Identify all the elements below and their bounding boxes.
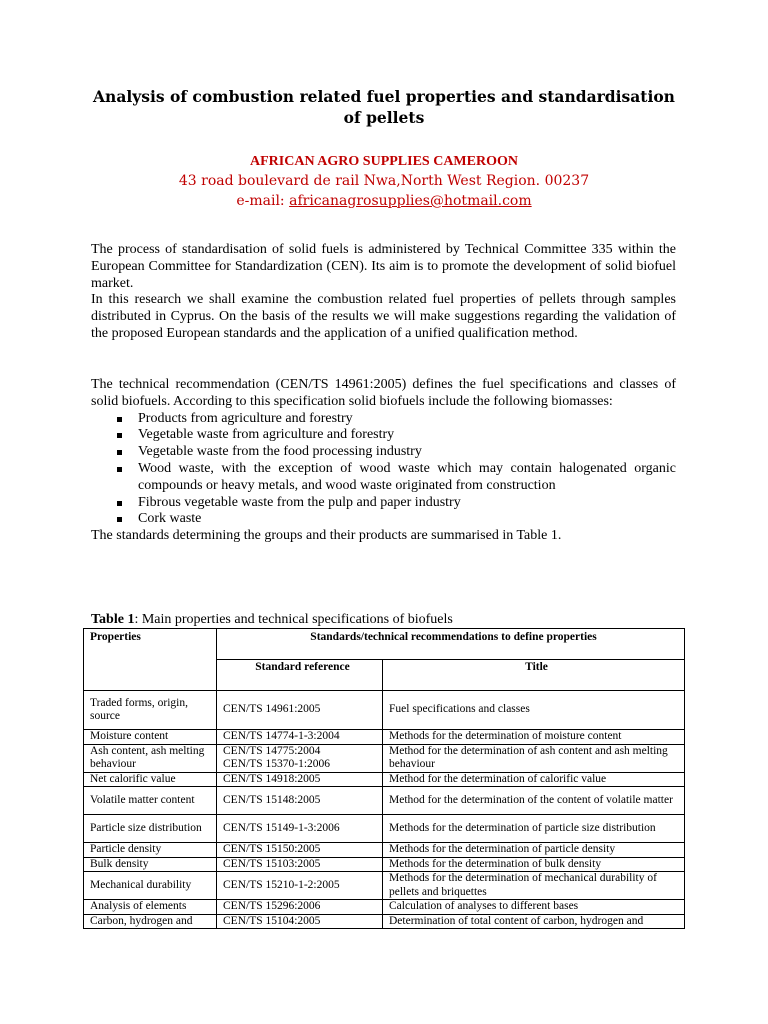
biomass-list [91, 411, 676, 529]
table-row [84, 744, 685, 772]
cell-property: Carbon, hydrogen and [84, 914, 217, 929]
table-row [84, 872, 685, 900]
table-row [84, 691, 685, 730]
cell-property: Analysis of elements [84, 900, 217, 915]
cell-property: Particle density [84, 843, 217, 858]
cell-reference: CEN/TS 15210-1-2:2005 [217, 872, 383, 900]
list-item: Vegetable waste from the food processing industry [91, 444, 676, 461]
email-link[interactable]: africanagrosupplies@hotmail.com [289, 193, 532, 209]
organization-name: AFRICAN AGRO SUPPLIES CAMEROON [250, 154, 518, 169]
cell-reference: CEN/TS 15149-1-3:2006 [217, 815, 383, 843]
intro-section [91, 242, 676, 343]
cell-reference: CEN/TS 14961:2005 [217, 691, 383, 730]
list-item: Vegetable waste from agriculture and forestry [91, 427, 676, 444]
table-row [84, 900, 685, 915]
list-item: Fibrous vegetable waste from the pulp and paper industry [91, 495, 676, 512]
table-row [84, 787, 685, 815]
cell-title: Method for the determination of ash content and ash melting behaviour [383, 744, 685, 772]
table-row [84, 857, 685, 872]
cell-property: Bulk density [84, 857, 217, 872]
organization-email-line [84, 191, 684, 211]
header-standards-group: Standards/technical recommendations to define properties [217, 629, 685, 660]
cell-reference: CEN/TS 14918:2005 [217, 772, 383, 787]
header-title: Title [383, 660, 685, 691]
table-row [84, 843, 685, 858]
document-title: Analysis of combustion related fuel properties and standardisation of pellets [93, 87, 675, 127]
cell-reference: CEN/TS 15148:2005 [217, 787, 383, 815]
paragraph-summary: The standards determining the groups and their products are summarised in Table 1. [91, 528, 562, 544]
cell-property: Mechanical durability [84, 872, 217, 900]
table-caption [91, 611, 453, 628]
biofuels-section [91, 377, 676, 545]
cell-reference: CEN/TS 14775:2004 CEN/TS 15370-1:2006 [217, 744, 383, 772]
cell-reference: CEN/TS 15296:2006 [217, 900, 383, 915]
cell-title: Methods for the determination of mechanical durability of pellets and briquettes [383, 872, 685, 900]
paragraph-standardisation: The process of standardisation of solid fuels is administered by Technical Committee 335 within the European Committee for Standardization (CEN). Its aim is to promote the development of solid biofuel market. [91, 242, 676, 291]
cell-reference: CEN/TS 15104:2005 [217, 914, 383, 929]
table-row [84, 914, 685, 929]
email-label: e-mail: [236, 193, 290, 209]
cell-reference: CEN/TS 15103:2005 [217, 857, 383, 872]
list-item: Cork waste [91, 511, 676, 528]
table-caption-label: Table 1 [91, 612, 135, 627]
cell-title: Determination of total content of carbon, hydrogen and [383, 914, 685, 929]
cell-title: Methods for the determination of particle size distribution [383, 815, 685, 843]
cell-title: Methods for the determination of bulk density [383, 857, 685, 872]
square-bullet-icon [117, 517, 122, 522]
header-properties: Properties [84, 629, 217, 691]
cell-title: Method for the determination of the content of volatile matter [383, 787, 685, 815]
square-bullet-icon [117, 467, 122, 472]
cell-title: Methods for the determination of moisture content [383, 730, 685, 745]
square-bullet-icon [117, 450, 122, 455]
cell-property: Net calorific value [84, 772, 217, 787]
square-bullet-icon [117, 433, 122, 438]
cell-title: Method for the determination of calorific value [383, 772, 685, 787]
organization-address: 43 road boulevard de rail Nwa,North West Region. 00237 [178, 173, 590, 189]
cell-property: Moisture content [84, 730, 217, 745]
cell-property: Ash content, ash melting behaviour [84, 744, 217, 772]
table-row [84, 772, 685, 787]
table-caption-text: : Main properties and technical specifications of biofuels [134, 612, 453, 627]
table-row [84, 815, 685, 843]
list-item: Wood waste, with the exception of wood waste which may contain halogenated organic compounds or heavy metals, and wood waste originated from construction [91, 461, 676, 495]
cell-title: Calculation of analyses to different bases [383, 900, 685, 915]
list-item: Products from agriculture and forestry [91, 411, 676, 428]
square-bullet-icon [117, 417, 122, 422]
square-bullet-icon [117, 501, 122, 506]
cell-property: Traded forms, origin, source [84, 691, 217, 730]
paragraph-technical-recommendation: The technical recommendation (CEN/TS 14961:2005) defines the fuel specifications and classes of solid biofuels. According to this specification solid biofuels include the following biomasses: [91, 377, 676, 409]
organization-contact [84, 171, 684, 211]
cell-title: Fuel specifications and classes [383, 691, 685, 730]
cell-property: Volatile matter content [84, 787, 217, 815]
header-standard-reference: Standard reference [217, 660, 383, 691]
paragraph-research: In this research we shall examine the combustion related fuel properties of pellets through samples distributed in Cyprus. On the basis of the results we will make suggestions regarding the validation of the proposed European standards and the application of a unified qualification method. [91, 292, 676, 341]
cell-title: Methods for the determination of particle density [383, 843, 685, 858]
cell-reference: CEN/TS 15150:2005 [217, 843, 383, 858]
cell-reference: CEN/TS 14774-1-3:2004 [217, 730, 383, 745]
table-row [84, 730, 685, 745]
cell-property: Particle size distribution [84, 815, 217, 843]
properties-table [83, 628, 685, 929]
